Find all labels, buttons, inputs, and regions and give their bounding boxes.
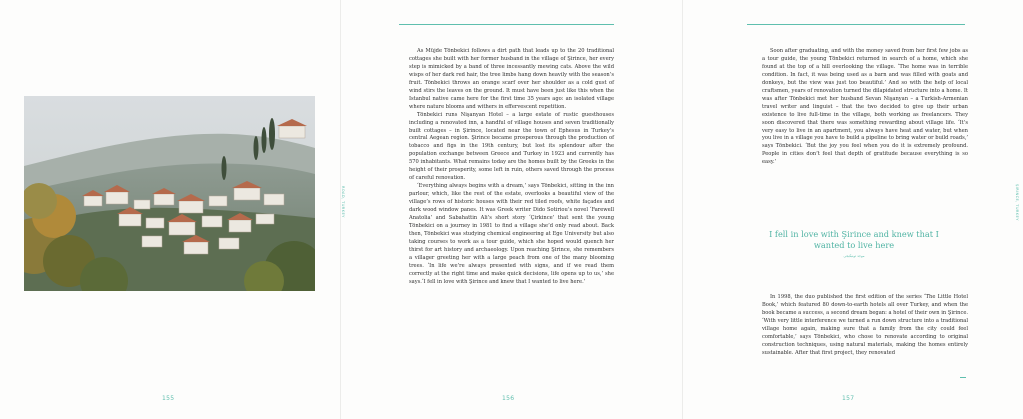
middle-page xyxy=(341,0,682,419)
paragraph: In 1998, the duo published the first edition of the series ‘The Little Hotel Book,’ which featured 80 down-to-earth hotels all over Turkey, and when the book became a success, a second dream began: a hotel of their own in Şirince. ‘With very little interference we turned a run down structure into a traditional village home again, making sure that a family from the city could feel comfortable,’ says Tönbekici, who chose to renovate according to original construction techniques, using natural materials, making the homes entirely sustainable. After that first project, they renovated xyxy=(762,294,968,356)
paragraph: Tönbekici runs Nişanyan Hotel – a large estate of rustic guesthouses including a renovated inn, a handful of village houses and seven traditionally built cottages – in Şirince, located near the town of Ephesus in Turkey’s central Aegean region. Şirince became prosperous through the production of tobacco and figs in the 19th century, but lost its splendour after the population exchange between Greece and Turkey in 1923 and currently has 570 inhabitants. What remains today are the homes built by the Greeks in the height of their prosperity, some left in ruin, others saved through the process of careful renovation. xyxy=(409,111,614,182)
article-column xyxy=(409,48,614,287)
running-head: ŞIRINCE, TURKEY xyxy=(1015,184,1019,221)
article-column-top xyxy=(762,48,968,167)
hillside-village-image xyxy=(24,96,315,291)
pull-quote-signature: موجد تونبکیجی xyxy=(843,254,865,258)
village-photo xyxy=(24,96,315,291)
paragraph: ‘Everything always begins with a dream,’ says Tönbekici, sitting in the inn parlour, which, like the rest of the estate, overlooks a beautiful view of the village’s rows of historic houses with their red tiled roofs, white façades and dark wood window panes. It was Greek writer Dido Sotiriou’s novel ‘Farewell Anatolia’ and Sabahattin Ali’s short story ‘Çirkince’ that sent the young Tönbekici on a journey in 1981 to find a village she’d only read about. Back then, Tönbekici was studying chemical engineering at Ege University but also taking courses to work as a tour guide, which she hoped would quench her thirst for art history and archaeology. Upon reaching Şirince, she remembers a villager greeting her with a large peach from one of the many blooming trees. ‘In life we’re always presented with signs, and if we read them correctly at the right time and make quick decisions, life opens up to us,’ she says.‘I fell in love with Şirince and knew that I wanted to live here.’ xyxy=(409,183,614,285)
running-head: ROAD, TURKEY xyxy=(341,186,345,218)
paragraph: As Müjde Tönbekici follows a dirt path that leads up to the 20 traditional cottages she built with her former husband in the village of Şirince, her every step is mimicked by a band of three incessantly mewing cats. Above the wild wisps of her dark red hair, the tree limbs hang down heavily with the season’s fruit. Tönbekici throws an orange scarf over her shoulder as a cold gust of wind stirs the leaves on the ground. It must have been just like this when the Istanbul native came here for the first time 35 years ago: an isolated village where nature blooms and withers in effervescent repetition. xyxy=(409,48,614,110)
page-number: 155 xyxy=(162,395,175,402)
pull-quote: I fell in love with Şirince and knew that I wanted to live here xyxy=(769,229,939,250)
top-rule xyxy=(747,24,965,25)
page-number: 157 xyxy=(842,395,855,402)
right-page xyxy=(683,0,1023,419)
paragraph: Soon after graduating, and with the money saved from her first few jobs as a tour guide, the young Tönbekici returned in search of a home, which she found at the top of a hill overlooking the village. ‘The home was in terrible condition. In fact, it was being used as a barn and was filled with goats and donkeys, but the view was just too beautiful.’ And so with the help of local craftsmen, years of renovation turned the dilapidated structure into a home. It was after Tönbekici met her husband Sevan Nişanyan – a Turkish-Armenian travel writer and linguist – that the two decided to give up their urban existence to live full-time in the village, both working as freelancers. They soon discovered that there was something rewarding about village life. ‘It’s very easy to live in an apartment, you always have heat and water, but when you live in a village you have to build a pipeline to bring water or build roads,’ says Tönbekici. ‘But the joy you feel when you do it is extremely profound. People in cities don’t feel that depth of gratitude because everything is so easy.’ xyxy=(762,48,968,166)
page-number: 156 xyxy=(502,395,515,402)
top-rule xyxy=(399,24,614,25)
left-page xyxy=(0,0,340,419)
article-column-bottom xyxy=(762,294,968,358)
continuation-mark xyxy=(960,377,966,378)
